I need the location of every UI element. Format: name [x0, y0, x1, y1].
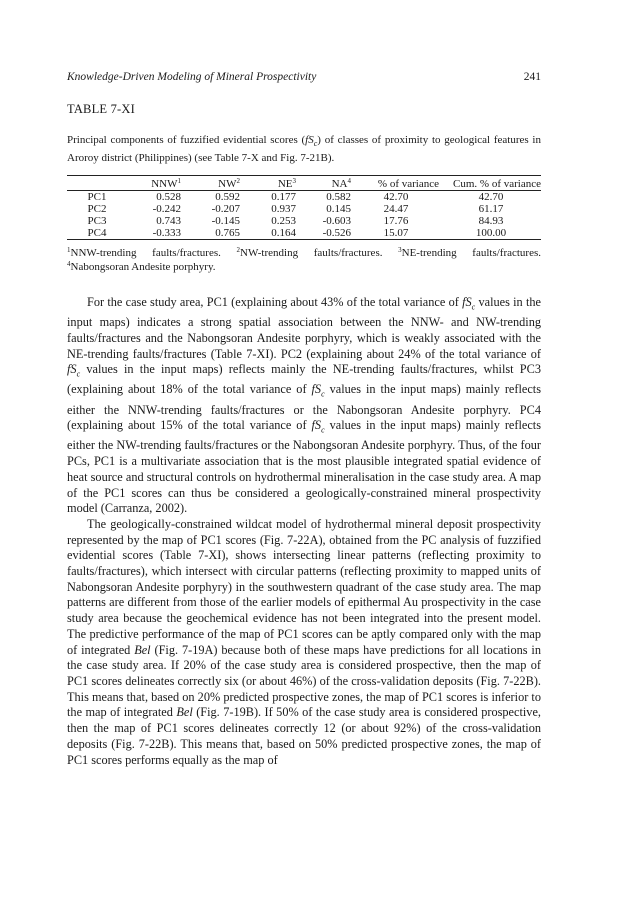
table-cell: 42.70 — [383, 191, 409, 203]
table-row — [67, 191, 541, 204]
column-header: NNW$^1$ — [151, 176, 181, 190]
table-cell: 0.528 — [156, 191, 181, 203]
table-cell: 84.93 — [478, 215, 504, 227]
table-cell: 0.177 — [271, 191, 296, 203]
column-header: Cum. % of variance — [453, 177, 541, 190]
row-label: PC2 — [87, 203, 107, 215]
table-cell: 24.47 — [383, 203, 409, 215]
table-caption: Principal components of fuzzified evidential scores $(fS_c)$ of classes of proximity to geological features in Aroroy district (Philippines) (see Table 7-X and Fig. 7-21B). — [67, 134, 541, 165]
column-header: $NA^4$ — [331, 176, 351, 190]
table-cell: 61.17 — [478, 203, 504, 215]
table-header-row — [67, 176, 541, 191]
table-cell: 0.582 — [326, 191, 351, 203]
body-paragraph: For the case study area, PC1 (explaining about 43% of the total variance of $fS_c$ values in the input maps) indicates a strong spatial association between the NNW- and NW-trending faults/fractures and the Nabongsoran Andesite porphyry, which is weakly associated with the NE-trending faults/fractures (Table 7-XI). PC2 (explaining about 24% of the total variance of $fS_c$ values in the input maps) reflects mainly the NE-trending faults/fractures, whilst PC3 (explaining about 18% of the total variance of $fS_c$ values in the input maps) mainly reflects either the NNW-trending faults/fractures or the Nabongsoran Andesite porphyry. PC4 (explaining about 15% of the total variance of $fS_c$ values in the input maps) mainly reflects either the NW-trending faults/fractures or the Nabongsoran Andesite porphyry. Thus, of the four PCs, PC1 is a multivariate association that is the most plausible integrated spatial evidence of heat source and structural controls on hydrothermal mineralisation in the case study area. A map of the PC1 scores can thus be considered a geologically-constrained mineral prospectivity model (Carranza, 2002). — [67, 295, 542, 516]
column-header — [67, 176, 127, 191]
table-cell: 15.07 — [383, 227, 409, 239]
table-cell: 0.592 — [215, 191, 240, 203]
table-row — [67, 203, 541, 215]
body-paragraph: The geologically-constrained wildcat model of hydrothermal mineral deposit prospectivity represented by the map of PC1 scores (Fig. 7-22A), obtained from the PC analysis of fuzzified evidential scores (Table 7-XI), shows intersecting linear patterns (reflecting proximity to faults/fractures), which intersect with circular patterns (reflecting proximity to mapped units of Nabongsoran Andesite porphyry) in the southwestern quadrant of the case study area. The map patterns are different from those of the earlier models of epithermal Au prospectivity in the case study area because the geochemical evidence has not been integrated into the present model. The predictive performance of the map of PC1 scores can be aptly compared only with the map of integrated Bel (Fig. 7-19A) because both of these maps have predictions for all locations in the case study area. If 20% of the case study area is considered prospective, then the map of PC1 scores delineates correctly six (or about 46%) of the cross-validation deposits (Fig. 7-22B). This means that, based on 20% predicted prospective zones, the map of PC1 scores is inferior to the map of integrated Bel (Fig. 7-19B). If 50% of the case study area is considered prospective, then the map of PC1 scores delineates correctly 12 (or about 92%) of the cross-validation deposits (Fig. 7-22B). This means that, based on 50% predicted prospective zones, the map of PC1 scores performs equally as the map of — [67, 516, 541, 767]
table-cell: 0.253 — [271, 215, 296, 227]
running-title: Knowledge-Driven Modeling of Mineral Prospectivity — [67, 71, 317, 83]
column-header: % of variance — [377, 177, 439, 190]
row-label: PC3 — [87, 215, 107, 227]
body-text — [67, 295, 541, 768]
table-row — [67, 227, 541, 240]
table-cell: 0.145 — [326, 203, 351, 215]
table-cell: 100.00 — [475, 227, 507, 239]
table-body — [67, 191, 541, 240]
column-header: $NE^3$ — [277, 176, 296, 190]
table-cell: 42.70 — [478, 191, 504, 203]
table-cell: 17.76 — [383, 215, 409, 227]
table-cell: -0.145 — [211, 215, 240, 227]
table-cell: 0.937 — [271, 203, 296, 215]
table-cell: -0.207 — [211, 203, 240, 215]
page-number: 241 — [523, 71, 541, 83]
table-cell: 0.743 — [156, 215, 181, 227]
principal-components-table — [67, 175, 541, 240]
table-cell: -0.526 — [322, 227, 351, 239]
table-cell: -0.242 — [152, 203, 181, 215]
row-label: PC1 — [87, 191, 107, 203]
table-cell: 0.765 — [215, 227, 240, 239]
running-header — [67, 71, 541, 83]
table-footnotes: $^1$NNW-trending faults/fractures. $^2$NW-trending faults/fractures. $^3$NE-trending faults/fractures. $^4$Nabongsoran Andesite porphyry. — [67, 246, 542, 273]
row-label: PC4 — [87, 227, 107, 239]
table-cell: -0.333 — [152, 227, 181, 239]
table-cell: -0.603 — [322, 215, 351, 227]
table-cell: 0.164 — [271, 227, 296, 239]
table-label: TABLE 7-XI — [67, 102, 135, 116]
table-row — [67, 215, 541, 227]
column-header: $NW^2$ — [218, 176, 240, 190]
